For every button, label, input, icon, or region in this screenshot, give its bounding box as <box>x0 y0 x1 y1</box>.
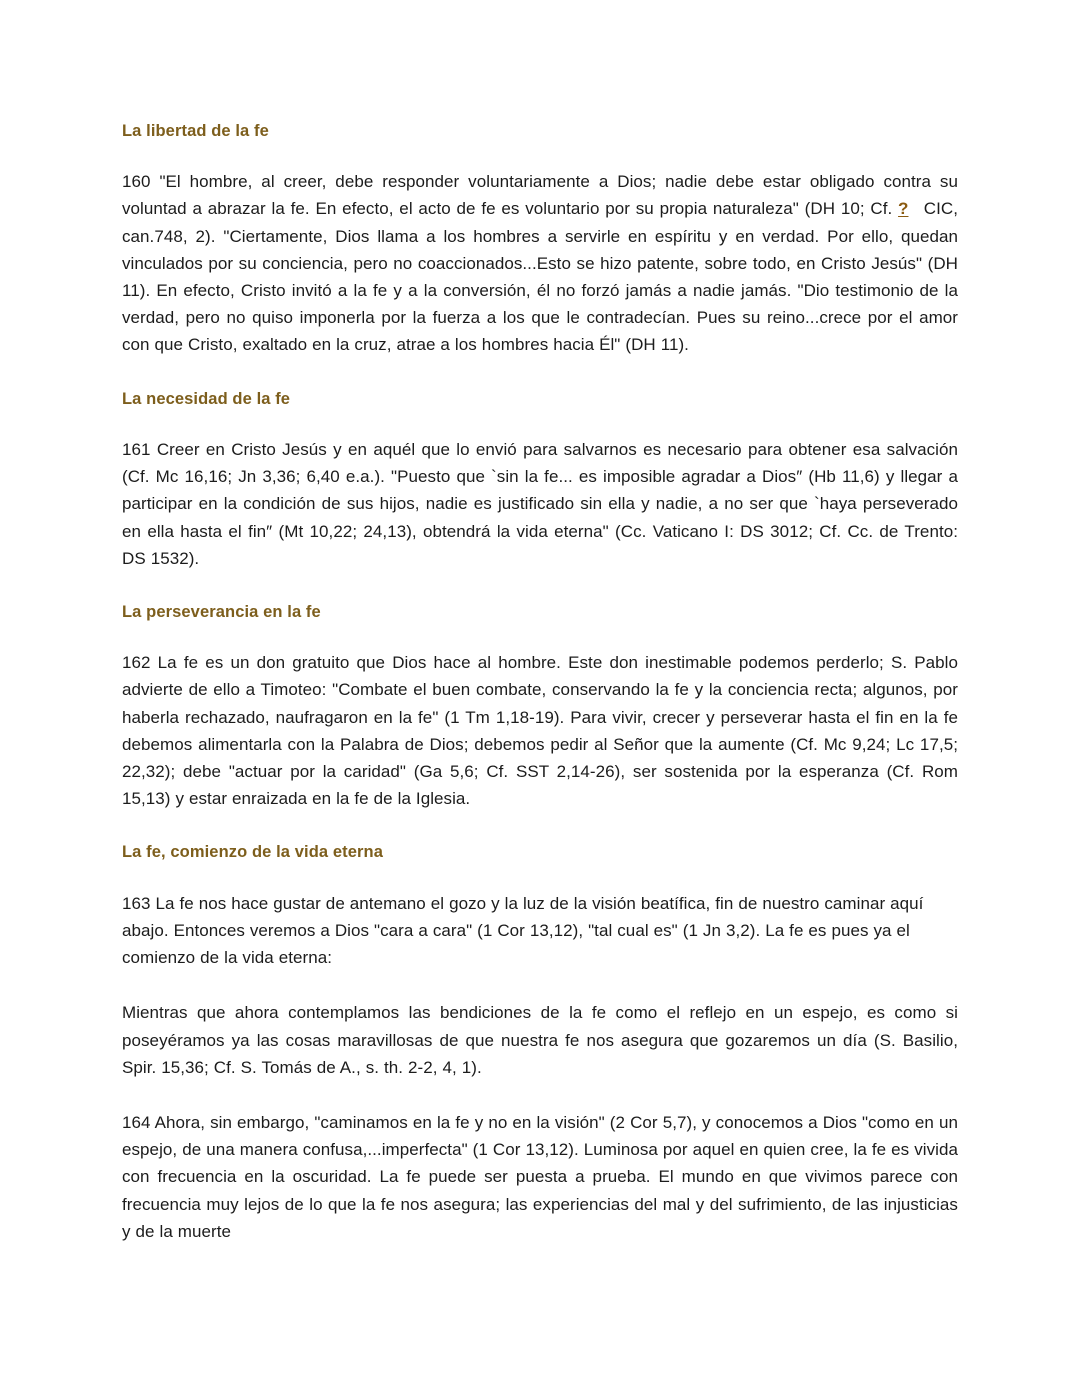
paragraph-160-text-before-link: 160 "El hombre, al creer, debe responder voluntariamente a Dios; nadie debe estar obligado contra su voluntad a abrazar la fe. En efecto, el acto de fe es voluntario por su propia naturaleza" (DH 10; Cf. <box>122 172 958 219</box>
section-heading-necesidad: La necesidad de la fe <box>122 389 291 408</box>
spacer <box>122 359 958 388</box>
section-heading-perseverancia: La perseverancia en la fe <box>122 602 321 621</box>
paragraph-163: 163 La fe nos hace gustar de antemano el gozo y la luz de la visión beatífica, fin de nuestro caminar aquí abajo. Entonces veremos a Dios "cara a cara" (1 Cor 13,12), "tal cual es" (1 Jn 3,2). La fe es pues ya el comienzo de la vida eterna: <box>122 893 924 968</box>
paragraph-160 <box>122 168 958 358</box>
paragraph-162: 162 La fe es un don gratuito que Dios hace al hombre. Este don inestimable podemos perderlo; S. Pablo advierte de ello a Timoteo: "Combate el buen combate, conservando la fe y la conciencia recta; algunos, por haberla rechazado, naufragaron en la fe" (1 Tm 1,18-19). Para vivir, crecer y perseverar hasta el fin en la fe debemos alimentarla con la Palabra de Dios; debemos pedir al Señor que la aumente (Cf. Mc 9,24; Lc 17,5; 22,32); debe "actuar por la caridad" (Ga 5,6; Cf. SST 2,14-26), ser sostenida por la esperanza (Cf. Rom 15,13) y estar enraizada en la fe de la Iglesia. <box>122 653 958 809</box>
section-heading-libertad: La libertad de la fe <box>122 122 269 140</box>
spacer <box>122 410 958 436</box>
link-trailing-underline <box>908 199 918 218</box>
question-mark-reference-link[interactable]: ? <box>898 199 909 219</box>
spacer <box>122 142 958 168</box>
paragraph-quote-basilio: Mientras que ahora contemplamos las bendiciones de la fe como el reflejo en un espejo, es como si poseyéramos ya las cosas maravillosas de que nuestra fe nos asegura que gozaremos un día (S. Basilio, Spir. 15,36; Cf. S. Tomás de A., s. th. 2-2, 4, 1). <box>122 1003 958 1077</box>
spacer <box>122 623 958 649</box>
paragraph-164: 164 Ahora, sin embargo, "caminamos en la fe y no en la visión" (2 Cor 5,7), y conocemos a Dios "como en un espejo, de una manera confusa,...imperfecta" (1 Cor 13,12). Luminosa por aquel en quien cree, la fe es vivida con frecuencia en la oscuridad. La fe puede ser puesta a prueba. El mundo en que vivimos parece con frecuencia muy lejos de lo que la fe nos asegura; las experiencias del mal y del sufrimiento, de las injusticias y de la muerte <box>122 1112 958 1241</box>
paragraph-160-text-after-link: CIC, can.748, 2). "Ciertamente, Dios llama a los hombres a servirle en espíritu y en verdad. Por ello, quedan vinculados por su conciencia, pero no coaccionados...Esto se hizo patente, sobre todo, en Cristo Jesús" (DH 11). En efecto, Cristo invitó a la fe y a la conversión, él no forzó jamás a nadie jamás. "Dio testimonio de la verdad, pero no quiso imponerla por la fuerza a los que le contradecían. Pues su reino...crece por el amor con que Cristo, exaltado en la cruz, atrae a los hombres hacia Él" (DH 11). <box>122 199 958 355</box>
document-content <box>122 120 958 1245</box>
spacer <box>122 1081 958 1109</box>
section-heading-vida-eterna: La fe, comienzo de la vida eterna <box>122 843 383 862</box>
spacer <box>122 971 958 999</box>
spacer <box>122 812 958 841</box>
paragraph-161: 161 Creer en Cristo Jesús y en aquél que lo envió para salvarnos es necesario para obtener esa salvación (Cf. Mc 16,16; Jn 3,36; 6,40 e.a.). "Puesto que `sin la fe... es imposible agradar a Dios″ (Hb 11,6) y llegar a participar en la condición de sus hijos, nadie es justificado sin ella y nadie, a no ser que `haya perseverado en ella hasta el fin″ (Mt 10,22; 24,13), obtendrá la vida eterna" (Cc. Vaticano I: DS 3012; Cf. Cc. de Trento: DS 1532). <box>122 439 958 568</box>
spacer <box>122 572 958 601</box>
spacer <box>122 864 958 890</box>
